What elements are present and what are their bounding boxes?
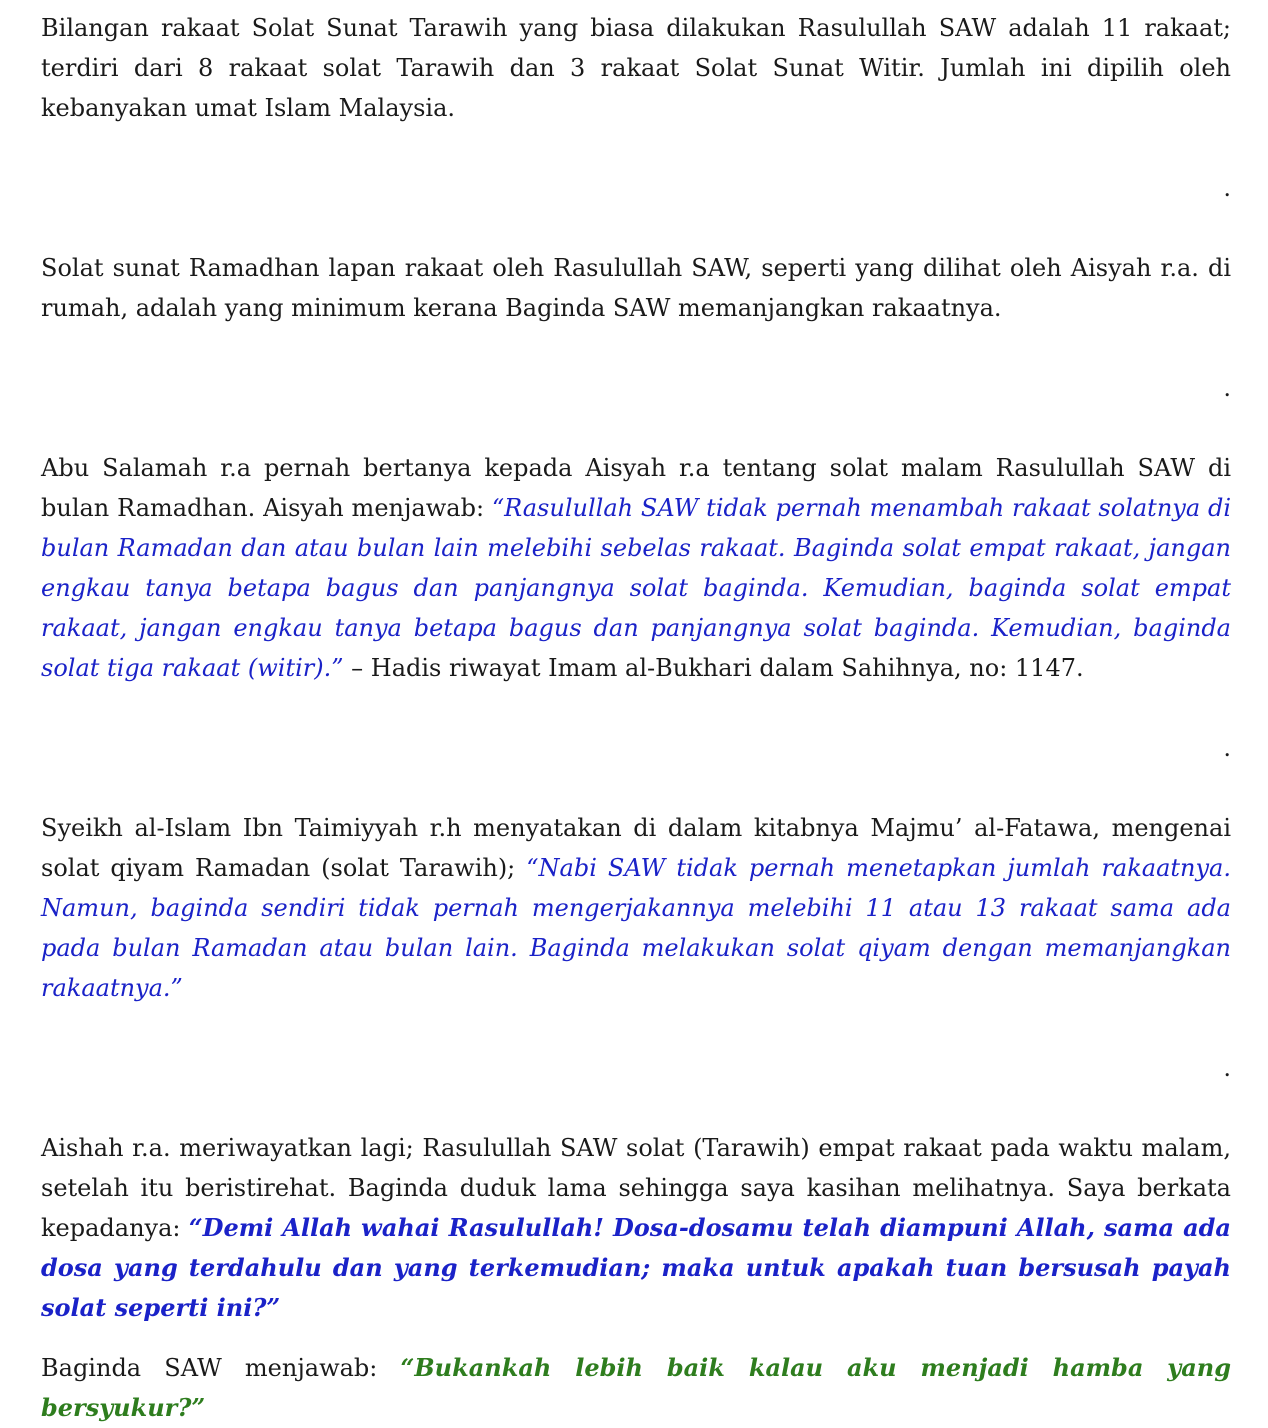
- hadith-source: – Hadis riwayat Imam al-Bukhari dalam Sahihnya, no: 1147.: [343, 654, 1084, 682]
- spacer: [41, 128, 1231, 168]
- spacer: [41, 408, 1231, 448]
- spacer: [41, 688, 1231, 728]
- fatawa-quote: “Nabi SAW tidak pernah menetapkan jumlah rakaatnya. Namun, baginda sendiri tidak pernah mengerjakannya melebihi 11 atau 13 rakaat sama ada pada bulan Ramadan atau bulan lain. Baginda melakukan solat qiyam dengan memanjangkan rakaatnya.”: [41, 854, 1231, 1002]
- paragraph-text: Solat sunat Ramadhan lapan rakaat oleh Rasulullah SAW, seperti yang dilihat oleh Aisyah r.a. di rumah, adalah yang minimum kerana Baginda SAW memanjangkan rakaatnya.: [41, 254, 1231, 322]
- spacer: [41, 328, 1231, 368]
- hadith-quote: “Rasulullah SAW tidak pernah menambah rakaat solatnya di bulan Ramadan dan atau bulan lain melebihi sebelas rakaat. Baginda solat empat rakaat, jangan engkau tanya betapa bagus dan panjangnya solat baginda. Kemudian, baginda solat empat rakaat, jangan engkau tanya betapa bagus dan panjangnya solat baginda. Kemudian, baginda solat tiga rakaat (witir).”: [41, 494, 1231, 682]
- paragraph-intro: Baginda SAW menjawab:: [41, 1354, 401, 1382]
- spacer: [41, 768, 1231, 808]
- paragraph-intro: Aishah r.a. meriwayatkan lagi; Rasulullah SAW solat (Tarawih) empat rakaat pada waktu malam, setelah itu beristirehat. Baginda duduk lama sehingga saya kasihan melihatnya. Saya berkata kepadanya:: [41, 1134, 1231, 1242]
- aishah-quote: “Demi Allah wahai Rasulullah! Dosa-dosamu telah diampuni Allah, sama ada dosa yang terdahulu dan yang terkemudian; maka untuk apakah tuan bersusah payah solat seperti ini?”: [41, 1213, 1231, 1322]
- spacer: [41, 1328, 1231, 1348]
- separator-dot: .: [1223, 734, 1231, 762]
- paragraph-intro: Syeikh al-Islam Ibn Taimiyyah r.h menyatakan di dalam kitabnya Majmu’ al-Fatawa, mengenai solat qiyam Ramadan (solat Tarawih);: [41, 814, 1231, 882]
- paragraph-aishah-narration: [41, 1128, 1231, 1328]
- separator-dot: .: [1223, 1054, 1231, 1082]
- paragraph-baginda-answer: [41, 1348, 1231, 1428]
- spacer: [41, 1088, 1231, 1128]
- paragraph-abu-salamah: [41, 448, 1231, 688]
- paragraph-ramadhan-eight: [41, 248, 1231, 328]
- baginda-quote: “Bukankah lebih baik kalau aku menjadi hamba yang bersyukur?”: [41, 1353, 1231, 1422]
- article-body: [41, 8, 1231, 1428]
- separator-dot: .: [1223, 374, 1231, 402]
- separator-dot: .: [1223, 174, 1231, 202]
- spacer: [41, 208, 1231, 248]
- paragraph-intro: Abu Salamah r.a pernah bertanya kepada Aisyah r.a tentang solat malam Rasulullah SAW di bulan Ramadhan. Aisyah menjawab:: [41, 454, 1231, 522]
- paragraph-ibn-taimiyyah: [41, 808, 1231, 1008]
- paragraph-rakaat-count: [41, 8, 1231, 128]
- paragraph-text: Bilangan rakaat Solat Sunat Tarawih yang biasa dilakukan Rasulullah SAW adalah 11 rakaat; terdiri dari 8 rakaat solat Tarawih dan 3 rakaat Solat Sunat Witir. Jumlah ini dipilih oleh kebanyakan umat Islam Malaysia.: [41, 14, 1231, 122]
- spacer: [41, 1008, 1231, 1048]
